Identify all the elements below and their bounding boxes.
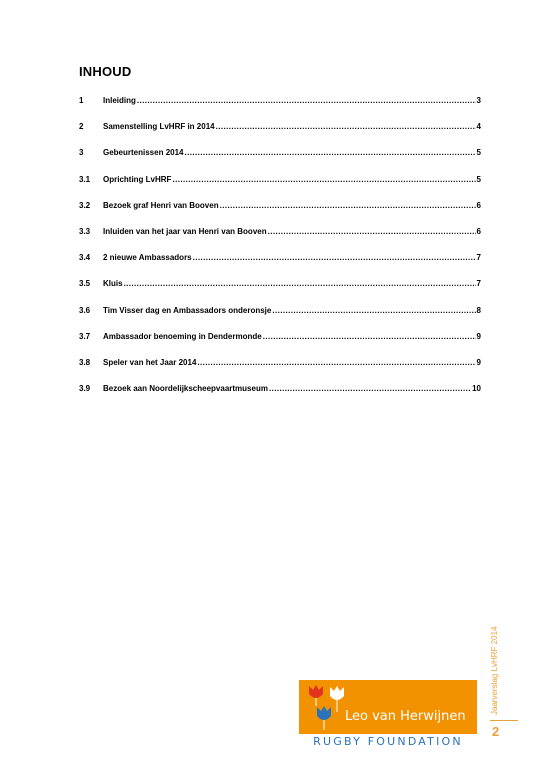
toc-entry[interactable] <box>79 148 481 174</box>
page-title: INHOUD <box>79 64 132 79</box>
toc-entry[interactable] <box>79 201 481 227</box>
toc-dot-leader <box>263 332 476 341</box>
toc-entry[interactable] <box>79 279 481 305</box>
toc-dot-leader <box>272 306 475 315</box>
toc-entry[interactable] <box>79 358 481 384</box>
toc-entry[interactable] <box>79 227 481 253</box>
toc-entry-number: 3 <box>79 148 84 158</box>
logo-name: Leo van Herwijnen <box>345 709 466 724</box>
toc-dot-leader <box>193 253 476 262</box>
toc-dot-leader <box>137 96 476 105</box>
toc-entry-page: 7 <box>476 253 481 263</box>
toc-entry-title: Ambassador benoeming in Dendermonde <box>103 331 262 341</box>
toc-dot-leader <box>216 122 476 131</box>
toc-dot-leader <box>124 279 476 288</box>
tulips-icon <box>303 682 353 732</box>
logo-subtitle: RUGBY FOUNDATION <box>313 735 463 748</box>
toc-entry[interactable] <box>79 96 481 122</box>
toc-entry-page: 5 <box>476 148 481 158</box>
toc-entry-number: 3.4 <box>79 253 91 263</box>
toc-dot-leader <box>197 358 475 367</box>
toc-dot-leader <box>172 175 475 184</box>
toc-entry-title: Tim Visser dag en Ambassadors onderonsje <box>103 305 272 315</box>
toc-dot-leader <box>269 384 471 393</box>
toc-entry[interactable] <box>79 306 481 332</box>
toc-entry-number: 3.1 <box>79 174 91 184</box>
toc-entry-page: 9 <box>476 331 481 341</box>
toc-dot-leader <box>184 148 475 157</box>
toc-entry-number: 3.9 <box>79 384 91 394</box>
footer-divider <box>490 720 518 721</box>
toc-entry-title: 2 nieuwe Ambassadors <box>103 253 192 263</box>
toc-entry-page: 6 <box>476 226 481 236</box>
toc-entry-page: 9 <box>476 357 481 367</box>
toc-entry-title: Bezoek aan Noordelijkscheepvaartmuseum <box>103 384 268 394</box>
toc-entry-number: 3.7 <box>79 331 91 341</box>
toc-entry-title: Speler van het Jaar 2014 <box>103 357 197 367</box>
table-of-contents <box>79 96 481 410</box>
toc-entry-page: 6 <box>476 200 481 210</box>
toc-entry-title: Samenstelling LvHRF in 2014 <box>103 122 215 132</box>
toc-entry-title: Inluiden van het jaar van Henri van Booven <box>103 226 267 236</box>
toc-entry[interactable] <box>79 332 481 358</box>
toc-entry-title: Oprichting LvHRF <box>103 174 172 184</box>
toc-entry-page: 5 <box>476 174 481 184</box>
toc-entry-page: 3 <box>476 96 481 105</box>
toc-entry-number: 3.8 <box>79 357 91 367</box>
foundation-logo <box>299 680 477 752</box>
toc-entry-page: 7 <box>476 279 481 289</box>
toc-entry[interactable] <box>79 253 481 279</box>
toc-entry-page: 10 <box>472 384 481 394</box>
toc-entry-title: Bezoek graf Henri van Booven <box>103 200 219 210</box>
page-number: 2 <box>492 724 500 739</box>
toc-dot-leader <box>268 227 476 236</box>
toc-entry-number: 3.2 <box>79 200 91 210</box>
toc-entry-page: 8 <box>476 305 481 315</box>
running-footer-text: Jaarverslag LvHRF 2014 <box>490 626 499 715</box>
running-footer-label <box>490 595 510 715</box>
toc-entry-page: 4 <box>476 122 481 132</box>
toc-entry[interactable] <box>79 384 481 410</box>
toc-entry-number: 3.3 <box>79 226 91 236</box>
toc-entry-number: 2 <box>79 122 84 132</box>
toc-entry-number: 3.6 <box>79 305 91 315</box>
toc-entry-number: 3.5 <box>79 279 91 289</box>
toc-entry-title: Inleiding <box>103 96 136 105</box>
toc-entry-title: Gebeurtenissen 2014 <box>103 148 184 158</box>
toc-entry-title: Kluis <box>103 279 123 289</box>
toc-entry[interactable] <box>79 175 481 201</box>
toc-dot-leader <box>220 201 476 210</box>
toc-entry-number: 1 <box>79 96 84 105</box>
toc-entry[interactable] <box>79 122 481 148</box>
